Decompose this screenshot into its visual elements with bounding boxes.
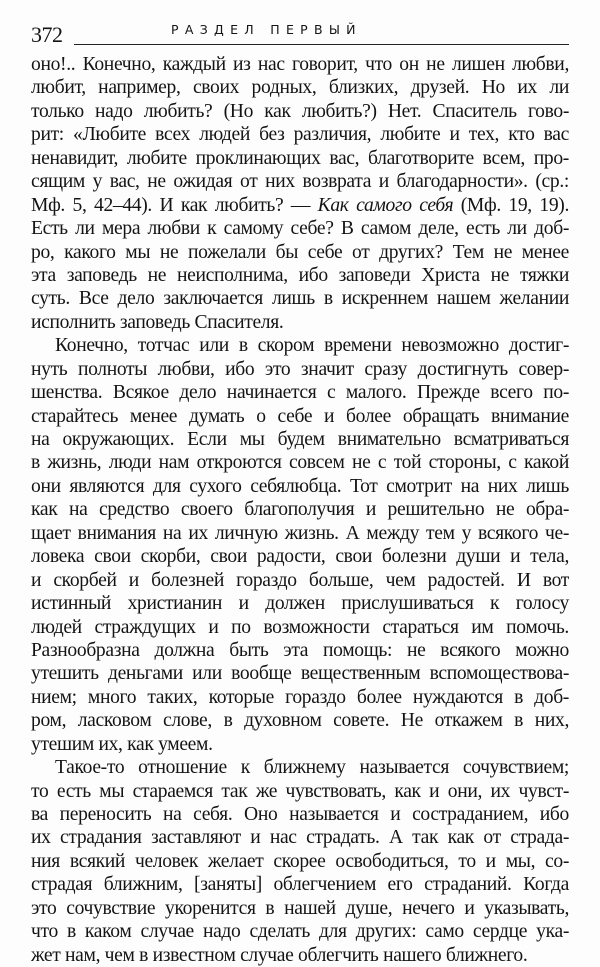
citation: (Мф. 19, 19). [453, 194, 569, 216]
text-line: это сочувствие укоренится в нашей душе, нечего и указывать, [31, 897, 569, 919]
text-line: и скорбей и болезней гораздо больше, чем радостей. И вот [31, 569, 569, 591]
text-line: ненавидит, любите проклинающих вас, благотворите всем, про- [31, 147, 569, 169]
text-line: ловека свои скорби, свои радости, свои болезни души и тела, [31, 546, 569, 568]
text-line: ния всякий человек желает скорее освободиться, то и мы, со- [31, 850, 569, 872]
text-line: страдая ближним, [заняты] облегчением его страданий. Когда [31, 874, 569, 896]
text-line: старайтесь менее думать о себе и более обращать внимание [31, 405, 569, 427]
text-line: исполнить заповедь Спасителя. [31, 311, 284, 333]
italic-quote: Как самого себя [317, 194, 454, 216]
text-line: их страдания заставляют и нас страдать. А так как от страда- [31, 827, 569, 849]
header-rule [74, 44, 569, 45]
text-line: ва переносить на себя. Оно называется и состраданием, ибо [31, 804, 569, 825]
text-line: эта заповедь не неисполнима, ибо заповеди Христа не тяжки [31, 264, 569, 286]
text-line: шенства. Всякое дело начинается с малого. Прежде всего по- [31, 382, 569, 404]
text-span: Мф. 5, 42–44). И как любить? — [31, 194, 318, 216]
paragraph-3 [31, 756, 569, 967]
text-line: рит: «Любите всех людей без различия, любите и тех, кто вас [31, 124, 569, 146]
text-line: жет нам, чем в известном случае облегчить нашего ближнего. [31, 944, 528, 966]
text-line: нием; много таких, которые гораздо более нуждаются в доб- [31, 686, 569, 708]
text-line: утешить деньгами или вообще вещественным вспомоществова- [31, 663, 569, 685]
text-line: людей страждущих и по возможности стараться им помочь. [31, 616, 569, 638]
page-number: 372 [31, 22, 63, 47]
text-line: суть. Все дело заключается лишь в искреннем нашем желании [31, 288, 569, 310]
text-line: ро, какого мы не пожелали бы себе от других? Тем не менее [31, 241, 569, 263]
paragraph-1 [31, 53, 569, 334]
paragraph-2 [31, 334, 569, 756]
text-line: сящим у вас, не ожидая от них возврата и благодарности». (ср.: [31, 171, 569, 193]
text-line: любит, например, своих родных, близких, друзей. Но их ли [31, 77, 569, 99]
text-line: щает внимания на их личную жизнь. А между тем у всякого че- [31, 522, 569, 544]
text-line: что в каком случае надо сделать для других: само сердце ука- [31, 921, 569, 943]
text-line: ром, ласковом слове, в духовном совете. Не откажем в них, [31, 710, 569, 732]
text-line: Есть ли мера любви к самому себе? В самом деле, есть ли доб- [31, 218, 569, 240]
text-line: они являются для сухого себялюбца. Тот смотрит на них лишь [31, 475, 569, 497]
text-line: нуть полноты любви, ибо это значит сразу достигнуть совер- [31, 358, 569, 380]
text-line: на окружающих. Если мы будем внимательно всматриваться [31, 429, 569, 450]
text-line: только надо любить? (Но как любить?) Нет. Спаситель гово- [31, 100, 569, 122]
body-text [31, 53, 569, 967]
text-line: истинный христианин и должен прислушиваться к голосу [31, 593, 569, 615]
page-header [31, 22, 569, 48]
text-line [31, 194, 569, 217]
text-line: Такое-то отношение к ближнему называется сочувствием; [55, 757, 569, 779]
running-head: РАЗДЕЛ ПЕРВЫЙ [171, 22, 362, 37]
text-line: в жизнь, люди нам откроются совсем не с той стороны, с какой [31, 452, 569, 474]
text-line: утешим их, как умеем. [31, 733, 213, 755]
text-line: Разнообразна должна быть эта помощь: не всякого можно [31, 639, 569, 661]
text-line: оно!.. Конечно, каждый из нас говорит, что он не лишен любви, [31, 54, 569, 75]
text-line: то есть мы стараемся так же чувствовать, как и они, их чувст- [31, 780, 569, 802]
text-line: как на средство своего благополучия и решительно не обра- [31, 499, 569, 521]
text-line: Конечно, тотчас или в скором времени невозможно достиг- [55, 335, 569, 357]
